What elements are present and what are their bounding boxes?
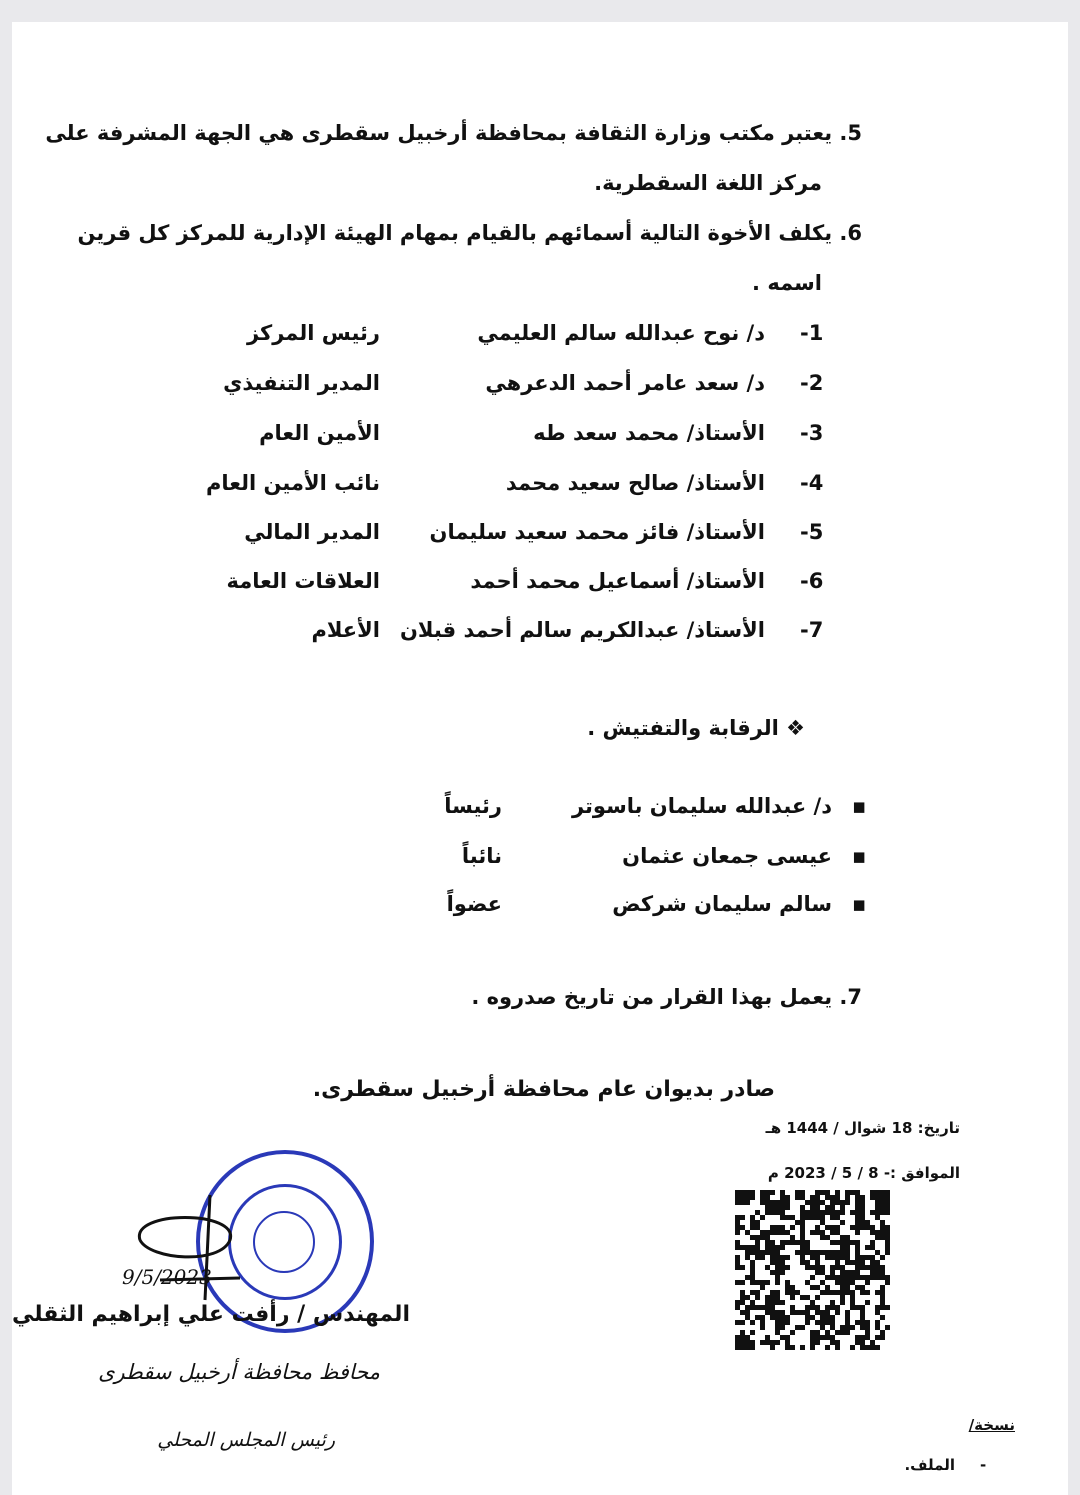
copies-label: نسخة/ — [968, 1416, 1015, 1434]
clause-6-line2: اسمه . — [752, 271, 822, 295]
oversight-role: عضواً — [446, 892, 502, 916]
member-role: الأمين العام — [259, 421, 380, 445]
row-number: 1- — [800, 321, 824, 345]
handwritten-date: 9/5/2023 — [122, 1265, 212, 1289]
clause-5-line2: مركز اللغة السقطرية. — [594, 171, 822, 195]
member-role: المدير التنفيذي — [223, 371, 380, 395]
clause-7: 7. يعمل بهذا القرار من تاريخ صدروه . — [471, 985, 862, 1009]
qr-code — [735, 1190, 890, 1350]
member-name: الأستاذ/ عبدالكريم سالم أحمد قبلان — [399, 618, 765, 642]
oversight-name: د/ عبدالله سليمان باسوتر — [571, 794, 832, 818]
member-role: رئيس المركز — [246, 321, 380, 345]
member-role: الأعلام — [311, 618, 380, 642]
member-name: الأستاذ/ أسماعيل محمد أحمد — [470, 569, 765, 593]
bullet-icon: ▪ — [852, 844, 867, 868]
row-number: 5- — [800, 520, 824, 544]
oversight-name: عيسى جمعان عثمان — [622, 844, 832, 868]
date-hijri: تاريخ: 18 شوال / 1444 هـ — [765, 1119, 960, 1137]
signer-name: المهندس / رأفت علي إبراهيم الثقلي — [12, 1302, 410, 1327]
member-name: د/ سعد عامر أحمد الدعرهي — [485, 371, 765, 395]
bullet-icon: ▪ — [852, 892, 867, 916]
issued-statement: صادر بديوان عام محافظة أرخبيل سقطرى. — [312, 1077, 775, 1102]
row-number: 3- — [800, 421, 824, 445]
dash-icon: - — [980, 1456, 987, 1474]
member-role: العلاقات العامة — [226, 569, 380, 593]
row-number: 4- — [800, 471, 824, 495]
member-role: المدير المالي — [244, 520, 380, 544]
member-name: الأستاذ/ صالح سعيد محمد — [505, 471, 765, 495]
signer-council-title: رئيس المجلس المحلي — [157, 1429, 335, 1451]
member-name: الأستاذ/ محمد سعد طه — [533, 421, 765, 445]
row-number: 6- — [800, 569, 824, 593]
clause-5-line1: 5. يعتبر مكتب وزارة الثقافة بمحافظة أرخبيل سقطرى هي الجهة المشرفة على — [45, 121, 862, 145]
oversight-role: رئيساً — [444, 794, 502, 818]
signer-title: محافظ محافظة أرخبيل سقطرى — [98, 1360, 380, 1384]
row-number: 2- — [800, 371, 824, 395]
member-role: نائب الأمين العام — [205, 471, 380, 495]
oversight-heading: ❖ الرقابة والتفتيش . — [587, 716, 805, 740]
oversight-name: سالم سليمان شركض — [612, 892, 832, 916]
member-name: الأستاذ/ فائز محمد سعيد سليمان — [429, 520, 765, 544]
date-gregorian: الموافق :- 8 / 5 / 2023 م — [767, 1164, 960, 1182]
oversight-role: نائباً — [461, 844, 502, 868]
clause-6-line1: 6. يكلف الأخوة التالية أسمائهم بالقيام بمهام الهيئة الإدارية للمركز كل قرين — [77, 221, 862, 245]
bullet-icon: ▪ — [852, 794, 867, 818]
row-number: 7- — [800, 618, 824, 642]
copy-item: الملف. — [904, 1456, 955, 1474]
member-name: د/ نوح عبدالله سالم العليمي — [477, 321, 765, 345]
signature-scribble — [120, 1190, 320, 1310]
